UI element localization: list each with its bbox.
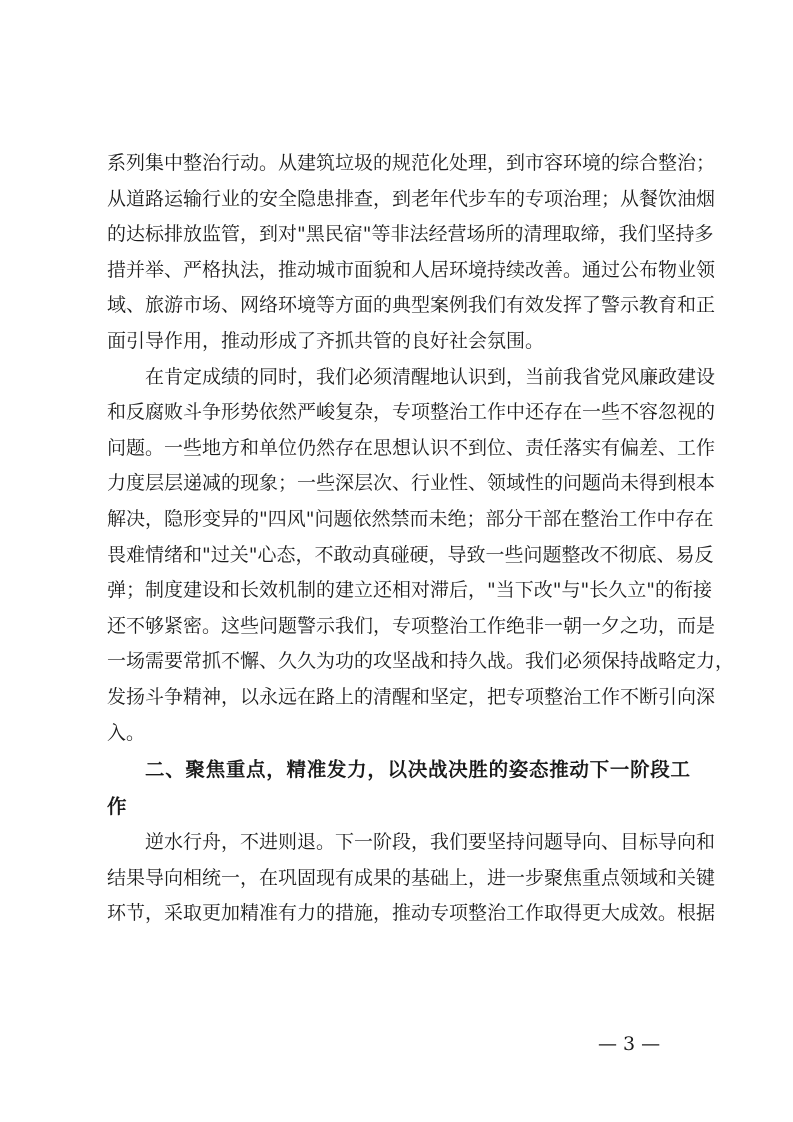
text-line: 结果导向相统一，在巩固现有成果的基础上，进一步聚焦重点领域和关键 [107,866,716,889]
text-line: 系列集中整治行动。从建筑垃圾的规范化处理，到市容环境的综合整治； [107,152,716,174]
text-line: 问题。一些地方和单位仍然存在思想认识不到位、责任落实有偏差、工作 [107,436,716,459]
text-line: 和反腐败斗争形势依然严峻复杂，专项整治工作中还存在一些不容忽视的 [107,401,716,424]
paragraph-next-stage [107,825,716,932]
heading-line: 作 [107,795,127,819]
page-number: — 3 — [598,1033,661,1055]
text-line: 措并举、严格执法，推动城市面貌和人居环境持续改善。通过公布物业领 [107,258,716,281]
text-line: 在肯定成绩的同时，我们必须清醒地认识到，当前我省党风廉政建设 [145,365,716,388]
text-line: 畏难情绪和"过关"心态，不敢动真碰硬，导致一些问题整改不彻底、易反 [107,543,714,566]
text-line: 的达标排放监管，到对"黑民宿"等非法经营场所的清理取缔，我们坚持多 [107,223,714,246]
heading-line: 二、聚焦重点，精准发力，以决战决胜的姿态推动下一阶段工 [145,758,690,782]
text-line: 域、旅游市场、网络环境等方面的典型案例我们有效发挥了警示教育和正 [107,294,716,317]
paragraph-achievements [107,146,716,360]
paragraph-problems [107,360,735,752]
section-heading [107,751,690,825]
text-line: 解决，隐形变异的"四风"问题依然禁而未绝；部分干部在整治工作中存在 [107,507,714,530]
text-line: 入。 [107,721,146,744]
text-line: 逆水行舟，不进则退。下一阶段，我们要坚持问题导向、目标导向和 [145,831,716,854]
text-line: 环节，采取更加精准有力的措施，推动专项整治工作取得更大成效。根据 [107,902,716,925]
text-line: 弹；制度建设和长效机制的建立还相对滞后，"当下改"与"长久立"的衔接 [107,579,712,602]
text-line: 面引导作用，推动形成了齐抓共管的良好社会氛围。 [107,329,545,352]
text-line: 一场需要常抓不懈、久久为功的攻坚战和持久战。我们必须保持战略定力， [107,650,735,673]
text-line: 还不够紧密。这些问题警示我们，专项整治工作绝非一朝一夕之功，而是 [107,614,716,637]
text-line: 发扬斗争精神，以永远在路上的清醒和坚定，把专项整治工作不断引向深 [107,685,716,708]
document-body [107,146,735,932]
text-line: 从道路运输行业的安全隐患排查，到老年代步车的专项治理；从餐饮油烟 [107,187,716,210]
text-line: 力度层层递减的现象；一些深层次、行业性、领域性的问题尚未得到根本 [107,472,716,495]
